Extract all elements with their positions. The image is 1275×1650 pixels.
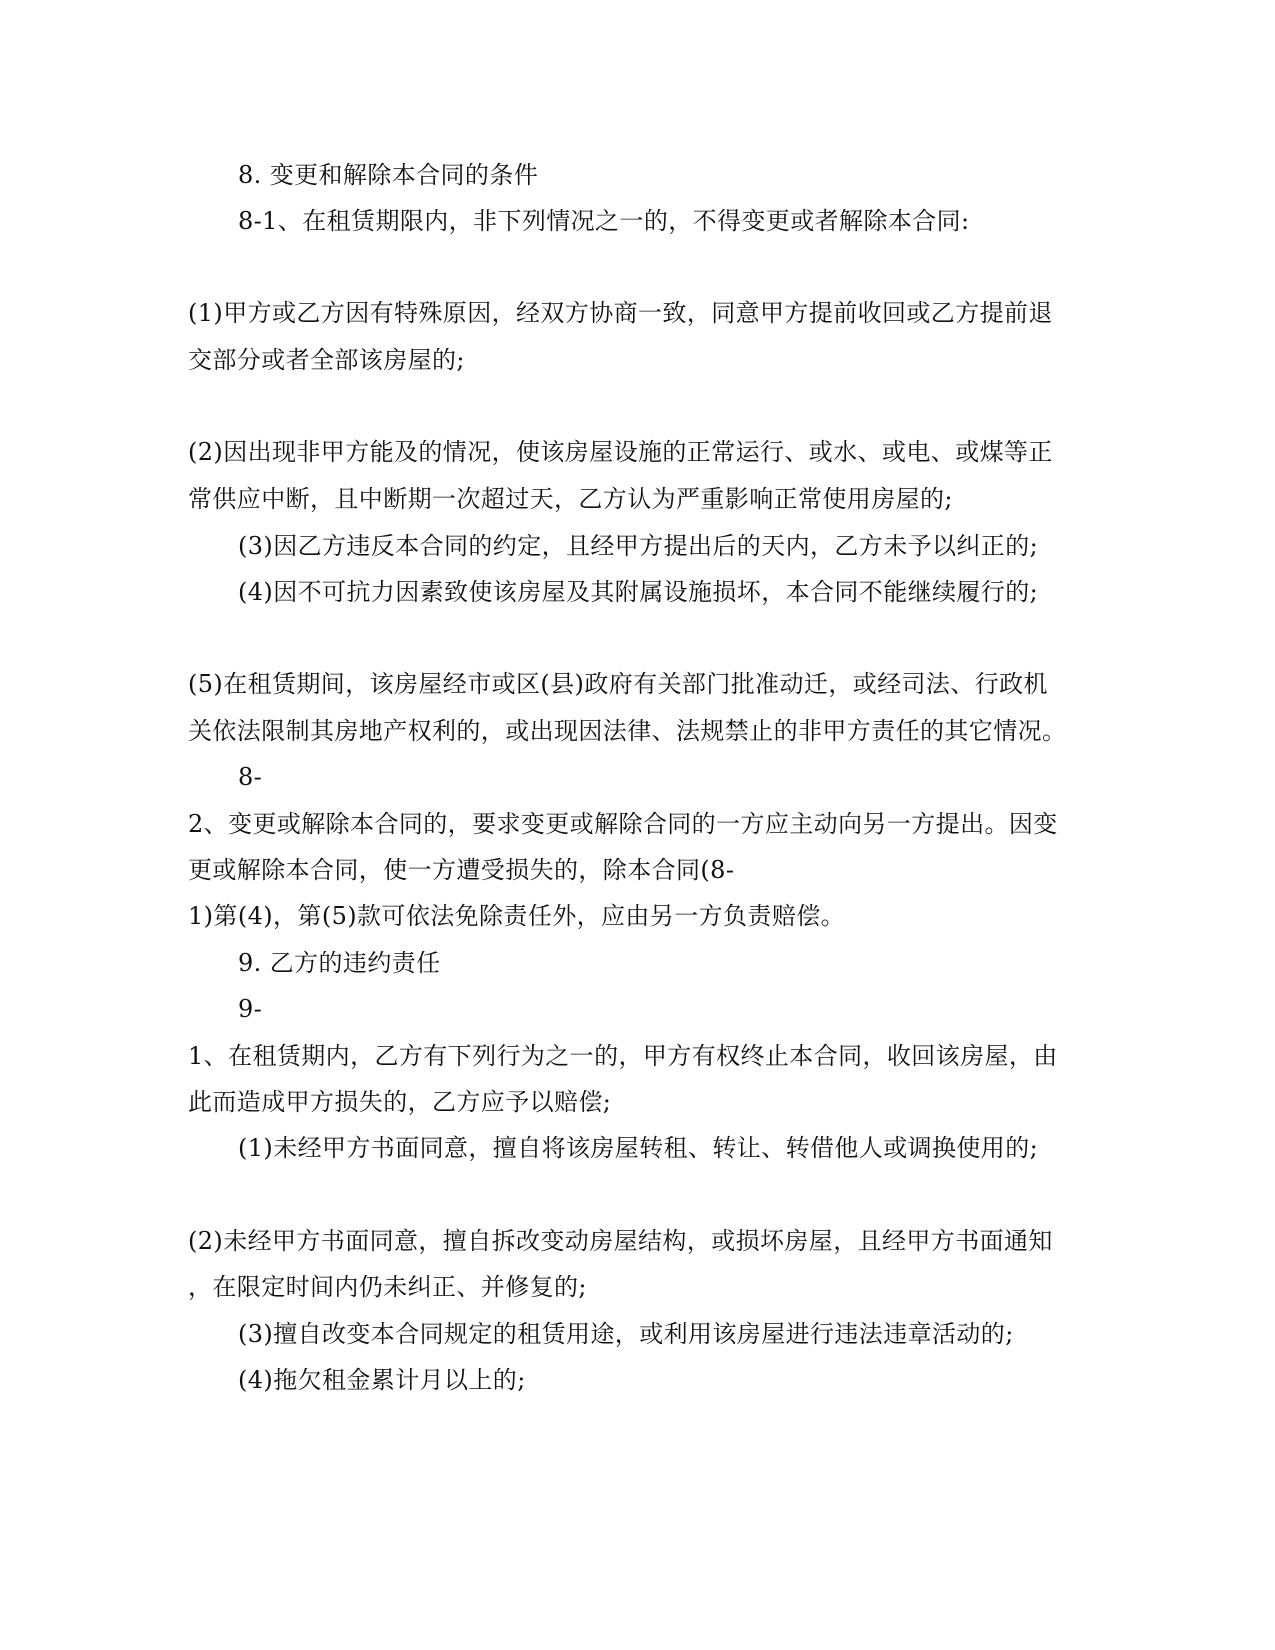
clause-8-2-label: 8- bbox=[238, 763, 263, 791]
clause-9-1-intro-cont: 此而造成甲方损失的，乙方应予以赔偿; bbox=[188, 1088, 612, 1116]
clause-8-1-item-2: (2)因出现非甲方能及的情况，使该房屋设施的正常运行、或水、或电、或煤等正 bbox=[188, 438, 1053, 466]
clause-8-1-item-5-cont: 关依法限制其房地产权利的，或出现因法律、法规禁止的非甲方责任的其它情况。 bbox=[188, 717, 1067, 745]
section-9-heading: 9. 乙方的违约责任 bbox=[238, 949, 441, 977]
clause-9-1-item-3: (3)擅自改变本合同规定的租赁用途，或利用该房屋进行违法违章活动的; bbox=[238, 1320, 1014, 1348]
section-8-heading: 8. 变更和解除本合同的条件 bbox=[238, 161, 539, 189]
clause-9-1-item-4: (4)拖欠租金累计月以上的; bbox=[238, 1366, 526, 1394]
clause-8-2-text: 2、变更或解除本合同的，要求变更或解除合同的一方应主动向另一方提出。因变 bbox=[188, 810, 1058, 838]
clause-8-1-item-1-cont: 交部分或者全部该房屋的; bbox=[188, 346, 465, 374]
clause-9-1-intro: 1、在租赁期内，乙方有下列行为之一的，甲方有权终止本合同，收回该房屋，由 bbox=[188, 1042, 1058, 1070]
clause-8-1-item-4: (4)因不可抗力因素致使该房屋及其附属设施损坏，本合同不能继续履行的; bbox=[238, 578, 1039, 606]
clause-8-1-item-5: (5)在租赁期间，该房屋经市或区(县)政府有关部门批准动迁，或经司法、行政机 bbox=[188, 670, 1048, 698]
clause-9-1-item-1: (1)未经甲方书面同意，擅自将该房屋转租、转让、转借他人或调换使用的; bbox=[238, 1134, 1039, 1162]
clause-8-1-intro: 8-1、在租赁期限内，非下列情况之一的，不得变更或者解除本合同: bbox=[238, 207, 970, 235]
clause-8-2-text-cont: 更或解除本合同，使一方遭受损失的，除本合同(8- bbox=[188, 856, 735, 884]
clause-9-1-item-2: (2)未经甲方书面同意，擅自拆改变动房屋结构，或损坏房屋，且经甲方书面通知 bbox=[188, 1227, 1053, 1255]
clause-8-2-text-end: 1)第(4)，第(5)款可依法免除责任外，应由另一方负责赔偿。 bbox=[188, 902, 846, 930]
clause-8-1-item-1: (1)甲方或乙方因有特殊原因，经双方协商一致，同意甲方提前收回或乙方提前退 bbox=[188, 299, 1053, 327]
clause-8-1-item-3: (3)因乙方违反本合同的约定，且经甲方提出后的天内，乙方未予以纠正的; bbox=[238, 532, 1039, 560]
clause-9-1-label: 9- bbox=[238, 995, 263, 1023]
clause-8-1-item-2-cont: 常供应中断，且中断期一次超过天，乙方认为严重影响正常使用房屋的; bbox=[188, 485, 953, 513]
clause-9-1-item-2-cont: ，在限定时间内仍未纠正、并修复的; bbox=[188, 1273, 587, 1301]
